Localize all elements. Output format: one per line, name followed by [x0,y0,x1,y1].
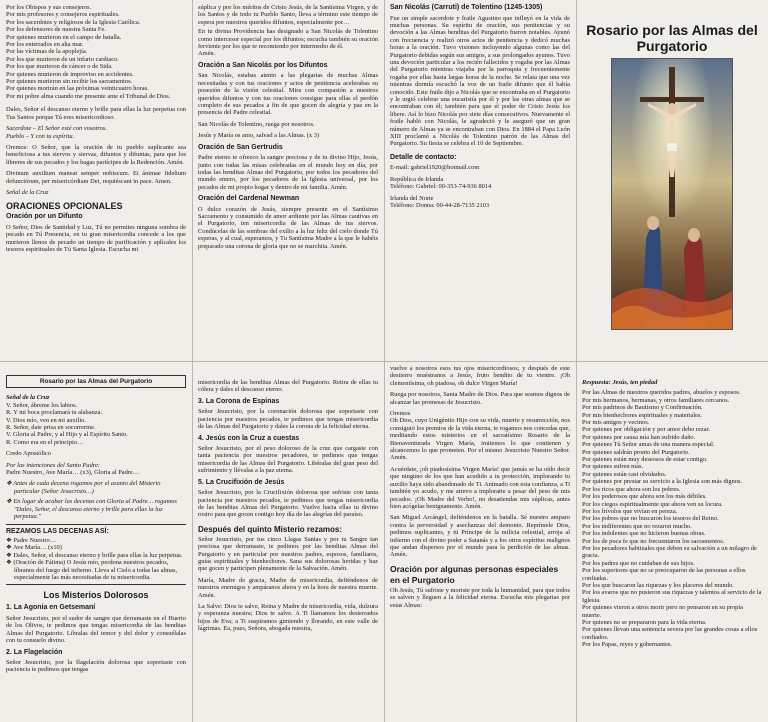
list-item: Por quienes por obligación y por amor debo rezar. [582,426,710,434]
intenciones-heading: Por las intenciones del Santo Padre: [6,461,101,469]
heading-nicolas: Oración a San Nicolás por los Difuntos [198,61,328,69]
cover-title: Rosario por las Almas del Purgatorio [586,22,758,54]
divider [6,584,186,585]
country-northern-ireland: Irlanda del Norte [390,194,434,202]
pueblo-line: Pueblo – Y con tu espíritu. [6,132,75,140]
list-item: V. Señor, ábreme los labios. [6,401,78,409]
espinas-text: Señor Jesucristo, por la coronación dolorosa que soportaste con paciencia por nuestros pecados, te pedimos que tengas misericordia de las Almas del Purgatorio y dales la corona de la felicidad eterna. [198,408,378,431]
list-item: Por mis profesores y consejeros espirituales. [6,11,120,19]
bullet-lugar: ❖ En lugar de acabar las decenas con Gloria al Padre… rogamos "Dales, Señor, el descanso eterno y brille para ellas la luz perpetua." [6,498,177,521]
heading-carruti: San Nicolás (Carruti) de Tolentino (1245-1305) [390,4,543,11]
list-item: Por los sacerdotes y religiosos de la Iglesia Católica. [6,18,141,26]
heading-flagelacion: 2. La Flagelación [6,648,63,656]
heading-algunas: Oración por algunas personas especiales en el Purgatorio [390,563,559,585]
list-item: V. Gloria al Padre, y al Hijo y al Espíritu Santo. [6,431,128,439]
difunto-prayer: O Señor, Dios de Santidad y Luz, Tú no permites ninguna sombra de pecado en Tú Presencia, en tu gran misericordia concede a los que murieron llenos de pecado un tiempo de purificación y aplícales los tesoros espirituales de Tú Santa Iglesia. Escucha mi [6,223,186,254]
country-ireland: República de Irlanda [390,175,444,183]
list-item: Por los padres que no cuidaban de sus hijos. [582,559,695,567]
biography: Fue un simple sacerdote y fraile Agustino que influyó en la vida de muchas personas. Su espíritu de oración, sus penitencias y su devoción a las Almas benditas del Purgatorio fueron notables. Ayunó con frecuencia y realizó otros actos de penitencia y dedicó muchas horas a la oración. Tuvo visiones incluyendo algunas como las del Purgatorio debidas según sus amigos, a sus prolongados ayunos. Tuvo una devoción particular a los recién fallecidos y rogaba por las Almas del Purgatorio mientras viajaba por la parroquia y frecuentemente rogaba por ellas hasta largas horas de la noche. Se relata que una vez mientras dormía escuchó la voz de un fraile difunto que él había conocido. Este fraile dijo a Nicolás que se encontraba en el Purgatorio y le urgió celebrar una eucaristía por él y por las otras almas que se encontraban con él; también para que el poder de Cristo Jesús los libere. Así lo hizo Nicolás por siete días consecutivos. Nuevamente el fraile habló con Nicolás, le agradeció y le aseguró que un gran número de Almas ya se encontraban con Dios. En 1884 el Papa León XIII proclamó a Nicolás de Tolentino patrón de las Almas del Purgatorio. Su fiesta se celebra el 10 de Septiembre. [390,14,570,148]
list-item: Por quienes murieron sin recibir los sacramentos. [6,78,133,86]
credo-line: Credo Apostólico [6,450,51,458]
list-item: Por las víctimas de la apoplejía. [6,48,88,56]
intercession-list [582,389,762,648]
rezamos-2: ❖ Ave María… (x10) [6,544,62,552]
list-item: Por los superiores que no se preocuparon de las personas a ellos confiadas. [582,567,746,582]
heading-despues: Después del quinto Misterio rezamos: [198,524,343,534]
list-item: Por los que murieron de un infarto cardiaco. [6,55,119,63]
list-item: Por quienes llevan una sentencia severa por las grandes cosas a ellos confiados. [582,626,758,641]
panel-7 [384,361,576,722]
intercession-list [6,4,186,100]
list-item: Por quienes saldrán pronto del Purgatorio. [582,448,690,456]
list-item: Por mis hermanos, hermanas, y otros familiares cercanos. [582,396,730,404]
rezamos-1: ❖ Padre Nuestro… [6,537,57,544]
list-item: Por los que murieron de cáncer o de Sida. [6,63,113,71]
cruz-text: Señor Jesucristo, por el peso doloroso de la cruz que cargaste con tanta paciencia por nuestros pecadores, te pedimos que tengas misericordia de las Almas del Purgatorio. Libéralas del gran peso del sufrimiento y llévalas a la paz eterna. [198,445,378,475]
list-item: R. Señor, date prisa en socorrerme. [6,424,96,432]
rezamos-heading: REZAMOS LAS DECENAS ASÍ: [6,527,109,535]
bullet-antes-text: Antes de cada decena rogamos por el asunto del Misterio particular (Señor Jesucristo…) [13,480,161,495]
panel-1 [0,0,192,361]
crucifixion-image [611,58,733,330]
list-item: Por los indiferentes que no rezaron mucho. [582,522,692,530]
versicle-list [6,402,186,446]
crucifixion-text: Señor Jesucristo, por la Crucifixión dolorosa que sufriste con tanta paciencia por nuestros pecados, te pedimos que tengas misericordia de las benditas Almas del Purgatorio. Vuelve hacia ellas tu divino rostro para que gocen contigo hoy día de las alegrías del paraíso. [198,489,378,519]
panel-2 [192,0,384,361]
list-item: Por quienes vieron a otros morir pero no pensaron en su propia muerte. [582,604,743,619]
heading-opcionales: ORACIONES OPCIONALES [6,201,123,212]
maria-text: María, Madre de gracia, Madre de misericordia, defiéndenos de nuestros enemigos y ampáranos ahora y en la hora de nuestra muerte. Amén. [198,576,378,599]
list-item: Por los enterrados en alta mar. [6,41,84,49]
list-item: Por mis amigos y vecinos. [582,419,650,427]
amen: Amén. [198,50,216,58]
list-item: V. Dios mío, ven en mi auxilio. [6,416,86,424]
list-item: Por mis bienhechores espirituales y materiales. [582,411,702,419]
list-item: Por los pobres que no buscaron los tesoros del Reino. [582,515,719,523]
nicolas-prayer: San Nicolás, estabas atento a las plegarias de muchas Almas necesitadas y con tus oraciones y actos de penitencia acelerabas su posesión de la visión celestial. Mira con compasión a nuestros queridos difuntos y con tus oraciones consigue para ellas el perdón completo de sus pecados a fin de que gocen de alegría y paz en la presencia del Padre celestial. [198,72,378,117]
algunas-text: Oh Jesús, Tú sufriste y moriste por toda la humanidad, para que todos se salven y lleguen a la felicidad eterna. Escucha mis plegarias por estas Almas: [390,586,570,609]
sacerdote-line: Sacerdote – El Señor esté con vosotros. [6,125,107,133]
oremos-text: Oremos Oh Dios, cuyo Unigénito Hijo con su vida, muerte y resurrección, nos consiguió los premios de la vida eterna, te rogamos nos concedas que, meditando estos misterios en el sacratísimo Rosario de la Bienaventurada Virgen María, imitemos lo que contienen y alcancemos lo que prometen. Por el mismo Jesucristo Nuestro Señor. Amén. [390,410,570,462]
heading-gertrudis: Oración de San Gertrudis [198,143,283,151]
list-item: Por quienes no se prepararon para la vida eterna. [582,619,707,626]
heading-contacto: Detalle de contacto: [390,153,457,161]
list-item: Por los indolentes que no hicieron buenas obras. [582,530,706,538]
list-item: Por quienes por prestar su servicio a la Iglesia son más dignos. [582,478,743,486]
intro-text: súplica y por los méritos de Cristo Jesús, de la Santísima Virgen, y de los Santos y de todo tu Pueblo Santo, lleva a término este tiempo de espera por nuestros queridos difuntos, especialmente por… [198,4,378,26]
phone-donna: Teléfono: Donna: 00-44-28-7135 2103 [390,201,490,209]
jesus-line: Jesús y María os amo, salvad a las Almas. (x 3) [198,132,320,140]
rezamos-2-text: Ave María… (x10) [12,544,62,552]
contact-email: E-mail: gabriel1920@hotmail.com [390,164,480,172]
heading-difunto: Oración por un Difunto [6,213,83,221]
heading-dolorosos: Los Misterios Dolorosos [43,590,149,601]
rosary-box-title: Rosario por las Almas del Purgatorio [6,375,186,388]
intro-text: misericordia de las benditas Almas del Purgatorio. Retira de ellas tu cólera y dales el descanso eterno. [198,379,378,394]
dales-prayer: Dales, Señor el descanso eterno y brille para ellas la luz perpetua con Tus Santos porque Tú eres misericordioso. [6,106,186,121]
respuesta-heading: Respuesta: Jesús, ten piedad [582,379,658,386]
list-item: Por los poderosos que ahora son los más débiles. [582,493,707,501]
bullet-lugar-text: En lugar de acabar las decenas con Gloria al Padre… rogamos "Dales, Señor, el descanso eterno y brille para ellas la luz perpetua." [13,498,177,521]
list-item: Por quienes sufren más. [582,463,644,471]
list-item: R. Como era en el principio… [6,438,84,446]
phone-gabriel: Teléfono: Gabriel: 00-353-74-936 8014 [390,183,492,191]
rezamos-3-text: Dales, Señor, el descanso eterno y brille para ellas la luz perpetua. [13,551,183,559]
senal-cruz: Señal de la Cruz [6,188,49,196]
list-item: Por los ciegos espiritualmente que ahora ven su locura. [582,500,723,508]
list-item: Por los pecadores habituales que deben su salvación a un milagro de gracia. [582,544,757,560]
panel-3 [384,0,576,361]
list-item: Por quienes Tú Señor amas de una manera especial. [582,441,715,449]
list-item: Por los de poca fe que no frecuentaron los sacramentos. [582,537,725,545]
list-item: Por los Obispos y sus consejeros. [6,4,92,11]
heading-cruz: 4. Jesús con la Cruz a cuestas [198,434,300,442]
list-item: Por mi pobre alma cuando me presente ante el Tribunal de Dios. [6,92,171,100]
latin-prayer: Divinum auxilium maneat semper nobiscum. Et ánimae fidelium defunctórum, per misericórdiam Dei, requiéscant in pace. Amen. [6,170,186,185]
despues-text: Señor Jesucristo, por tus cinco Llagas Santas y por tu Sangre tan preciosa que derramaste, te pedimos por las benditas Almas del Purgatorio y en particular por nuestros padres, esposos, familiares, guías espirituales y bienhechores. Sana sus dolorosas heridas y haz que gocen y participen plenamente de la Salvación. Amén. [198,535,378,573]
list-item: Por quienes morirán en las próximas veinticuatro horas. [6,85,149,93]
fold-line [0,361,768,362]
intenciones-text: Padre Nuestro, Ave María… (x3), Gloria al Padre… [6,469,140,477]
miguel-text: San Miguel Arcángel, defiéndenos en la batalla. Sé nuestro amparo contra la perversidad y asechanzas del demonio. Reprímele Dios, pedimos suplicantes, y tú Príncipe de la milicia celestial, arroja al infierno con el divino poder a Satanás y a los otros espíritus malignos que andan dispersos por el mundo para la perdición de las almas. Amén. [390,514,570,559]
list-item: Por quienes por causa mía han sufrido daño. [582,433,696,441]
list-item: Por los frívolos que vivían en pereza. [582,507,678,515]
list-item: Por los defensores de nuestra Santa Fe. [6,26,106,34]
panel-6 [192,361,384,722]
list-item: Por quienes murieron de improviso en accidentes. [6,70,134,78]
rezamos-1-text: Padre Nuestro… [13,537,57,544]
crucifixion-illustration [612,59,732,329]
list-item: R. Y mi boca proclamará tu alabanza. [6,409,103,417]
list-item: Por mis padrinos de Bautismo y Confirmación. [582,404,703,412]
list-item: Por quienes están muy deseosos de estar contigo. [582,456,708,464]
list-item: Por los Papas, reyes y gobernantes. [582,641,672,649]
rezamos-4: ❖ (Oración de Fátima) O Jesús mío, perdona nuestros pecados, líbranos del fuego del infierno. Lleva al Cielo a todas las almas, especialmente las más necesitadas de tu misericordia. [6,559,178,582]
panel-5 [0,361,192,722]
intro-text: vuelve a nosotros esos tus ojos misericordiosos; y después de este destierro muéstranos a Jesús, fruto bendito de tu vientre. ¡Oh clementísima, oh piadosa, oh dulce Virgen María! [390,365,570,387]
heading-newman: Oración del Cardenal Newman [198,195,300,203]
gertrudis-prayer: Padre eterno te ofrezco la sangre preciosa y de tu divino Hijo, Jesús, junto con todas las misas celebradas en el mundo hoy en día, por todas las benditas Almas del Purgatorio, por todos los pecadores del mundo entero, por los pecadores de la Iglesia universal, por los pecados de mi propio hogar y dentro de mi familia. Amén. [198,154,378,191]
ruega-line: San Nicolás de Tolentino, ruega por nosotros. [198,120,315,128]
list-item: Por los avaros que no pusieron sus riquezas y talentos al servicio de la Iglesia. [582,589,762,604]
senal-cruz: Señal de la Cruz [6,394,50,402]
heading-agonia: 1. La Agonía en Getsemaní [6,604,96,612]
ruega-text: Ruega por nosotros, Santa Madre de Dios. Para que seamos dignos de alcanzar las promesas de Jesucristo. [390,391,570,406]
heading-crucifixion: 5. La Crucifixión de Jesús [198,478,285,486]
intro-text-2: En tu divina Providencia has designado a San Nicolás de Tolentino como intercesor especial por los difuntos; escucha también su oración ferviente por los que te recomiendo por intermedio de él. [198,28,378,51]
flagelacion-text: Señor Jesucristo, por la flagelación dolorosa que soportaste con paciencia te pedimos que tengas [6,659,186,674]
list-item: Por los ricos que ahora son los pobres. [582,485,681,493]
acuerdate-text: Acuérdate, ¡oh piadosísima Virgen María! que jamás se ha oído decir que ninguno de los que han acudido a tu protección, implorando tu auxilio haya sido abandonado de Ti. Animado con esta confianza, a Ti también yo acudo, y me atrevo a implorarte a pesar del peso de mis pecados. ¡Oh Madre del Verbo!, no desatiendas mis súplicas, antes bien acógelas benignamente. Amén. [390,465,570,510]
list-item: Por quienes murieron en el campo de batalla. [6,33,122,41]
rezamos-4-text: (Oración de Fátima) O Jesús mío, perdona nuestros pecados, líbranos del fuego del infierno. Lleva al Cielo a todas las almas, especialmente las más necesitadas de tu misericordia. [13,559,178,582]
newman-prayer: O dulce corazón de Jesús, siempre presente en el Santísimo Sacramento y consumido de amor ardiente por las Almas cautivas en el Purgatorio, ten misericordia de las Almas de tus siervos. Condúcelas de las sombras del exilio a la luz feliz del cielo donde Tú esperas, y al cual, esperamos, y Tu Santísima Madre a la que le habéis preparado una corona de gloria que no se marchita. Amén. [198,205,378,250]
panel-4-cover [576,0,768,361]
agonia-text: Señor Jesucristo, por el sudor de sangre que derramaste en el Huerto de los Olivos, te pedimos que tengas misericordia de las benditas Almas del Purgatorio. Líbralas del temor y del dolor y consuélalas con tu consuelo divino. [6,614,186,645]
bullet-antes: ❖ Antes de cada decena rogamos por el asunto del Misterio particular (Señor Jesucristo…) [6,480,161,495]
list-item: Por quienes están casi olvidados. [582,470,667,478]
list-item: Por los que buscaron las riquezas y los placeres del mundo. [582,581,734,589]
heading-espinas: 3. La Corona de Espinas [198,397,280,405]
salve-text: La Salve: Dios te salve, Reina y Madre de misericordia, vida, dulzura y esperanza nuestra; Dios te salve. A Ti llamamos los desterrados hijos de Eva; a Ti suspiramos gimiendo y llorando, en este valle de lágrimas. Ea, pues, Señora, abogada nuestra, [198,603,378,633]
oremos-prayer: Oremos: O Señor, que la oración de tu pueblo suplicante sea beneficiosa a tus siervos y siervas, difuntos y difuntas, para que los libreres de sus pecados y los hagas partícipes de la Redención. Amén. [6,143,186,166]
list-item: Por las Almas de nuestros queridos padres, abuelos y esposos. [582,389,741,397]
rezamos-3: ❖ Dales, Señor, el descanso eterno y brille para ellas la luz perpetua. [6,551,183,559]
panel-8 [576,361,768,722]
divider [6,524,186,525]
